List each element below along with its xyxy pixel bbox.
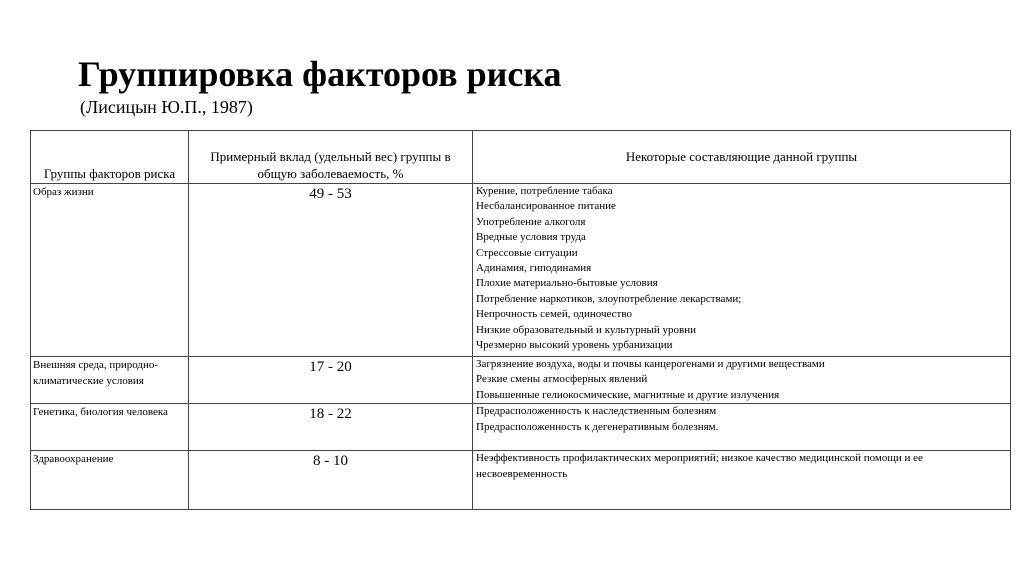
group-name: Здравоохранение bbox=[33, 453, 114, 466]
list-item: Низкие образовательный и культурный уровни bbox=[476, 323, 697, 336]
components-list bbox=[473, 357, 1010, 403]
list-item: Непрочность семей, одиночество bbox=[476, 308, 632, 321]
list-item: Потребление наркотиков, злоупотребление лекарствами; bbox=[476, 292, 742, 305]
components-list bbox=[473, 451, 1010, 482]
group-cell bbox=[31, 451, 189, 510]
list-item: Предрасположенность к наследственным болезням bbox=[476, 405, 717, 418]
contribution-value: 18 - 22 bbox=[309, 406, 352, 423]
table-row bbox=[31, 357, 1011, 404]
components-cell bbox=[473, 184, 1011, 357]
value-cell bbox=[189, 357, 473, 404]
group-cell bbox=[31, 404, 189, 451]
header-contribution-cell bbox=[189, 131, 473, 184]
list-item: Стрессовые ситуации bbox=[476, 246, 578, 259]
table-row bbox=[31, 184, 1011, 357]
header-group-cell bbox=[31, 131, 189, 184]
header-group: Группы факторов риска bbox=[43, 166, 176, 181]
contribution-value: 17 - 20 bbox=[309, 359, 352, 375]
components-list bbox=[473, 404, 1010, 435]
value-cell bbox=[189, 184, 473, 357]
list-item: Резкие смены атмосферных явлений bbox=[476, 373, 648, 386]
table-row bbox=[31, 451, 1011, 510]
table-header-row bbox=[31, 131, 1011, 184]
components-list bbox=[473, 184, 1010, 353]
components-cell bbox=[473, 357, 1011, 404]
list-item: Предрасположенность к дегенеративным болезням. bbox=[476, 420, 719, 433]
list-item: Курение, потребление табака bbox=[476, 185, 613, 197]
header-components: Некоторые составляющие данной группы bbox=[625, 149, 858, 164]
group-name: Внешняя среда, природно-климатические условия bbox=[33, 359, 159, 387]
table-row bbox=[31, 404, 1011, 451]
list-item: Загрязнение воздуха, воды и почвы канцерогенами и другими веществами bbox=[476, 358, 825, 370]
risk-factors-table bbox=[30, 130, 1011, 510]
contribution-value: 8 - 10 bbox=[313, 453, 348, 470]
group-cell bbox=[31, 357, 189, 404]
value-cell bbox=[189, 404, 473, 451]
list-item: Чрезмерно высокий уровень урбанизации bbox=[476, 339, 673, 352]
list-item: Адинамия, гиподинамия bbox=[476, 262, 592, 275]
list-item: Употребление алкоголя bbox=[476, 215, 586, 228]
components-cell bbox=[473, 451, 1011, 510]
header-contribution: Примерный вклад (удельный вес) группы в общую заболеваемость, % bbox=[210, 149, 451, 181]
slide-subtitle: (Лисицын Ю.П., 1987) bbox=[80, 97, 253, 117]
value-cell bbox=[189, 451, 473, 510]
list-item: Вредные условия труда bbox=[476, 231, 586, 244]
list-item: Неэффективность профилактических мероприятий; низкое качество медицинской помощи и ее несвоевременность bbox=[476, 452, 923, 480]
contribution-value: 49 - 53 bbox=[309, 186, 352, 202]
list-item: Несбалансированное питание bbox=[476, 200, 616, 213]
list-item: Плохие материально-бытовые условия bbox=[476, 277, 658, 290]
list-item: Повышенные гелиокосмические, магнитные и другие излучения bbox=[476, 388, 780, 401]
components-cell bbox=[473, 404, 1011, 451]
group-name: Образ жизни bbox=[33, 186, 94, 198]
group-cell bbox=[31, 184, 189, 357]
slide-title: Группировка факторов риска bbox=[78, 54, 562, 94]
group-name: Генетика, биология человека bbox=[33, 406, 168, 419]
header-components-cell bbox=[473, 131, 1011, 184]
